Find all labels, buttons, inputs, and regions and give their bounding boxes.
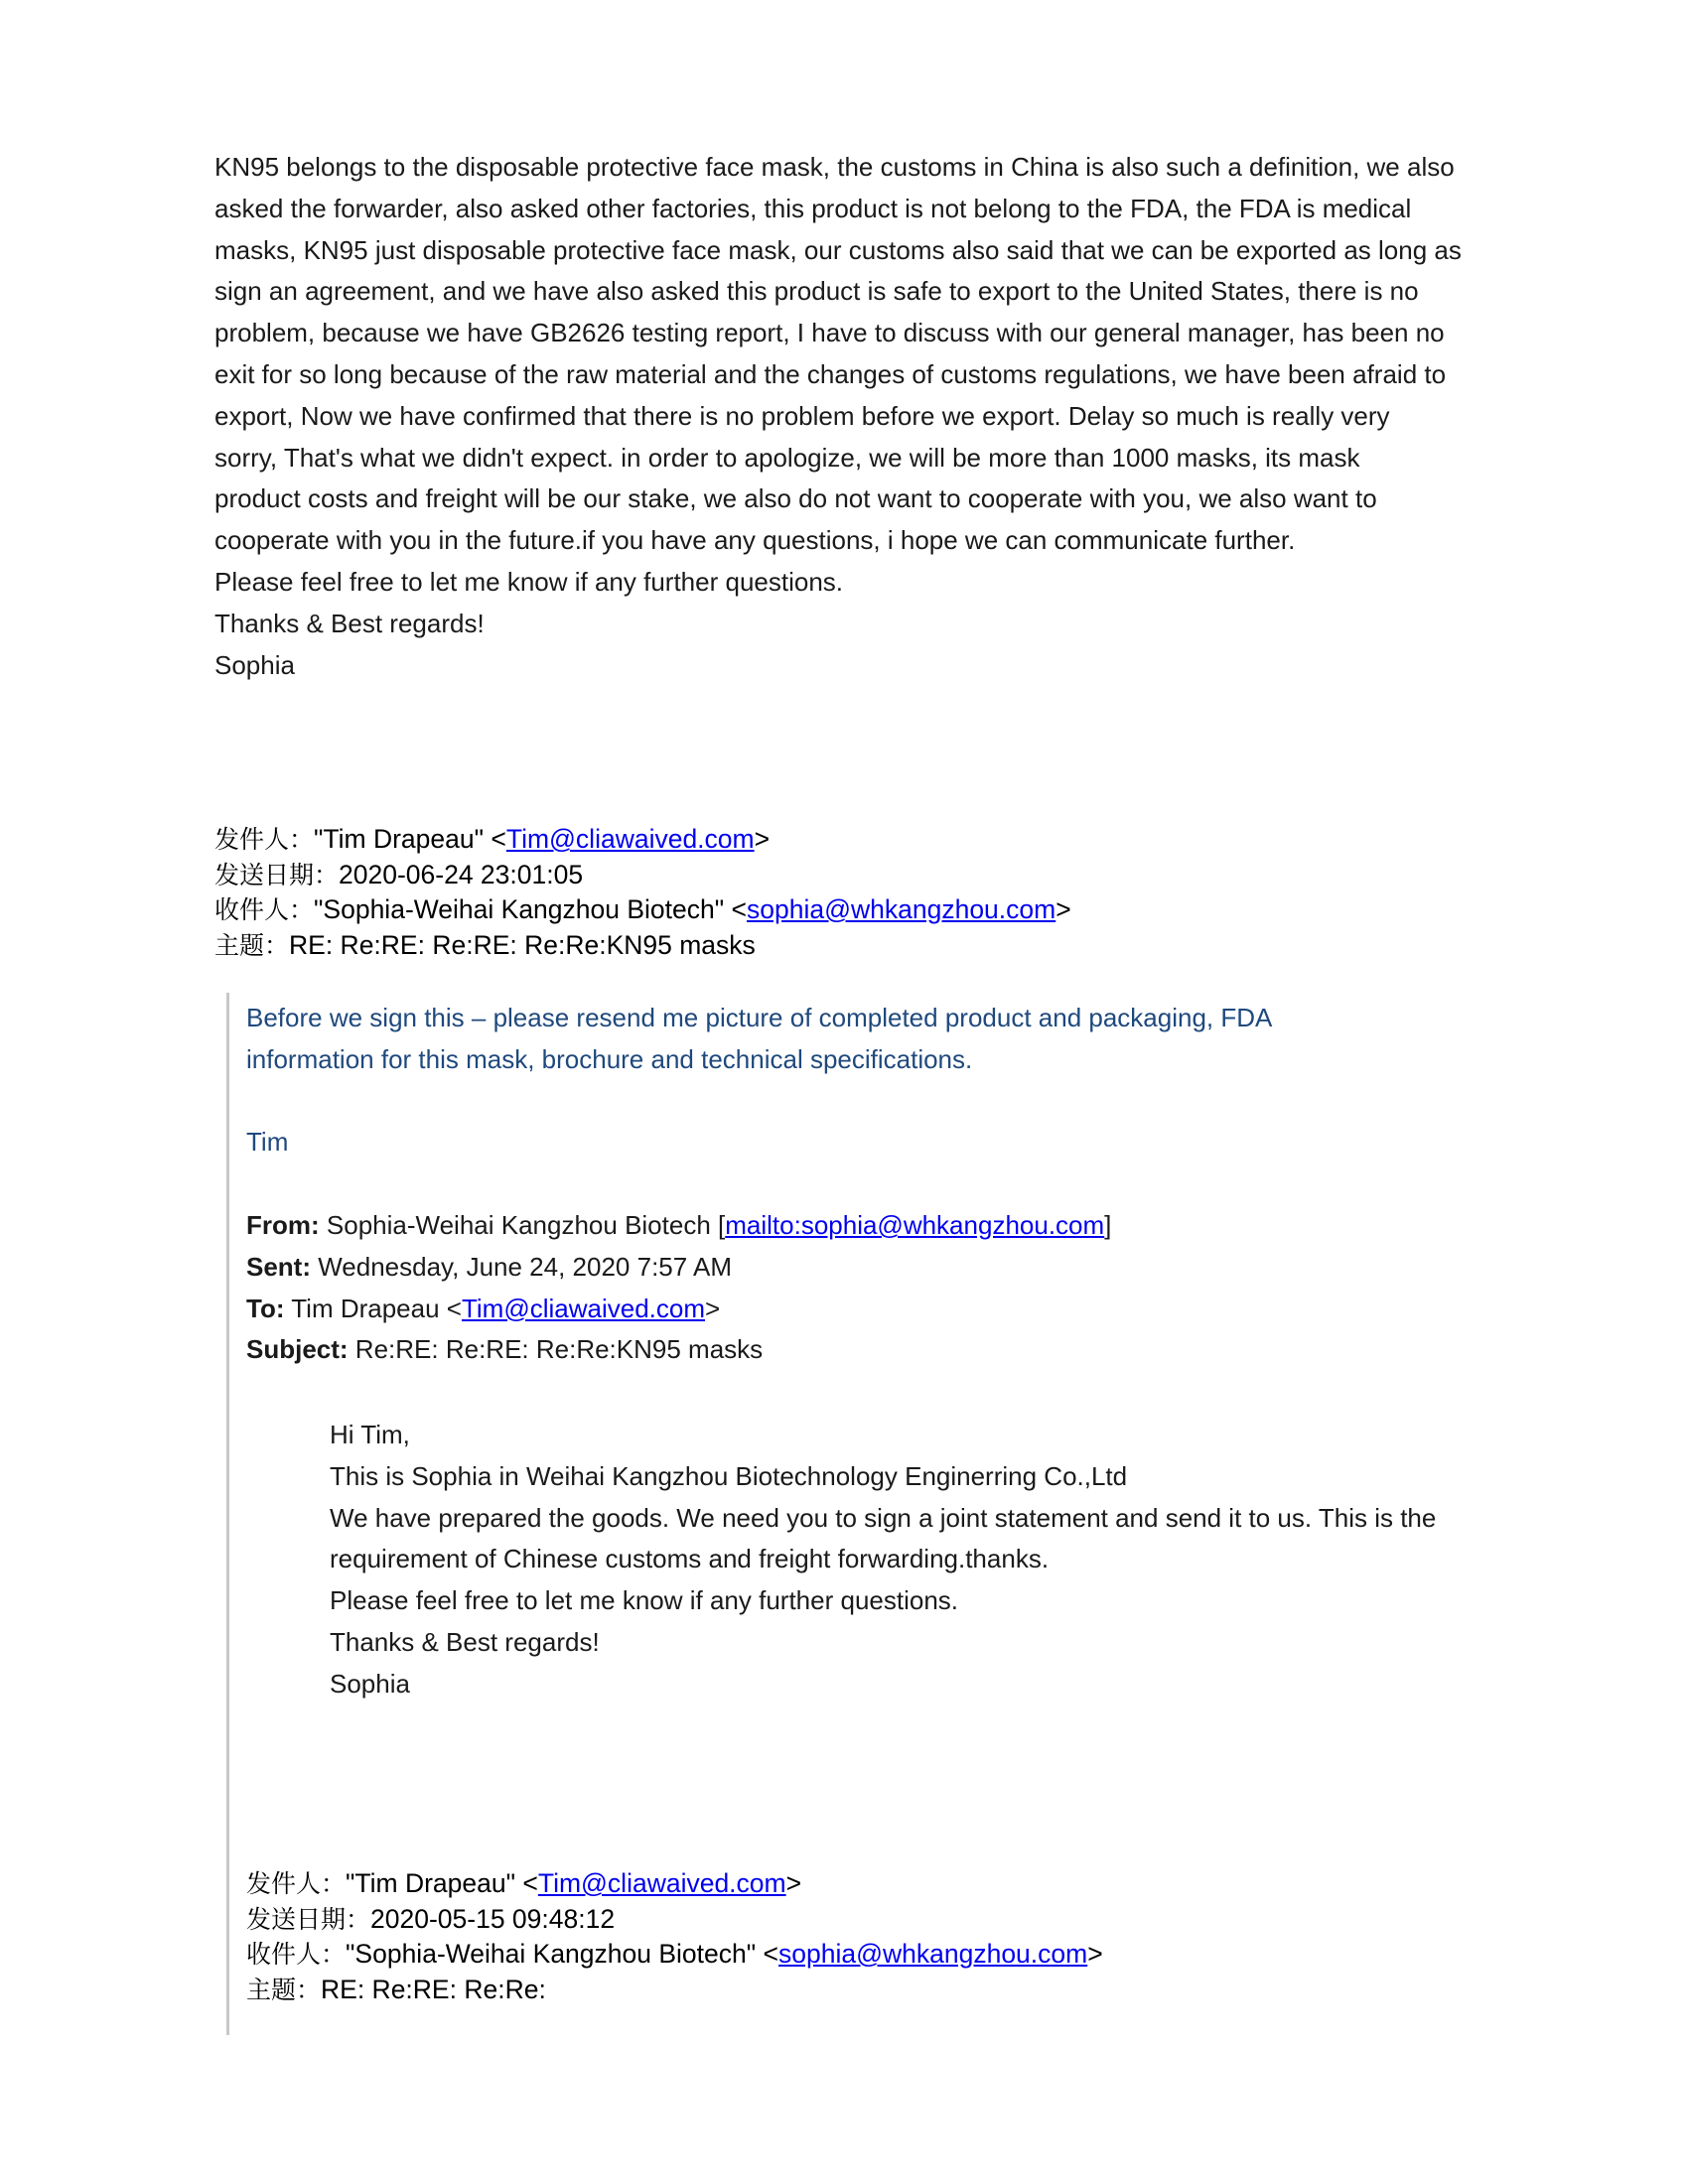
meta-to-close: >	[705, 1293, 721, 1323]
subject-value: RE: Re:RE: Re:Re:	[321, 1974, 546, 2004]
signature: Sophia	[214, 649, 295, 680]
header-date-row	[214, 858, 1071, 893]
reply-line: Before we sign this – please resend me picture of completed product and packaging, FDA	[246, 1003, 1273, 1032]
date-value: 2020-05-15 09:48:12	[370, 1903, 616, 1934]
paragraph-line: KN95 belongs to the disposable protective face mask, the customs in China is also such a definition, we also	[214, 152, 1455, 182]
date-label: 发送日期：	[246, 1904, 371, 1934]
meta-sent-row	[246, 1247, 1497, 1289]
date-label: 发送日期：	[214, 860, 340, 889]
regards-line: Thanks & Best regards!	[330, 1626, 600, 1657]
to-email-link[interactable]: sophia@whkangzhou.com	[778, 1939, 1088, 1969]
to-close: >	[1087, 1939, 1103, 1969]
spacer	[246, 1163, 1497, 1205]
email-header-2	[246, 1866, 1103, 2007]
meta-sent-label: Sent:	[246, 1251, 311, 1282]
quoted-reply	[246, 998, 1497, 1371]
regards-line: Thanks & Best regards!	[214, 608, 485, 638]
meta-subject-row	[246, 1329, 1497, 1371]
paragraph-line: product costs and freight will be our stake, we also do not want to cooperate with you, we also want to	[214, 483, 1377, 514]
paragraph-line: problem, because we have GB2626 testing report, I have to discuss with our general manager, has been no	[214, 318, 1445, 348]
email-body-top	[214, 147, 1505, 686]
meta-from-label: From:	[246, 1209, 320, 1240]
paragraph-line: sign an agreement, and we have also asked this product is safe to export to the United States, there is no	[214, 276, 1419, 307]
from-close: >	[754, 824, 771, 854]
paragraph-line: cooperate with you in the future.if you have any questions, i hope we can communicate further.	[214, 525, 1296, 556]
paragraph-line: export, Now we have confirmed that there is no problem before we export. Delay so much is really very	[214, 400, 1390, 431]
signature: Sophia	[330, 1668, 410, 1699]
main-paragraph	[214, 147, 1505, 562]
header-date-row	[246, 1902, 1103, 1938]
inner-line: We have prepared the goods. We need you to sign a joint statement and send it to us. This is the	[330, 1502, 1437, 1533]
to-email-link[interactable]: sophia@whkangzhou.com	[747, 894, 1056, 924]
meta-from-row	[246, 1205, 1497, 1247]
meta-from-value: Sophia-Weihai Kangzhou Biotech [	[319, 1209, 726, 1240]
header-to-row	[214, 892, 1071, 928]
inner-line: Please feel free to let me know if any further questions.	[330, 1585, 959, 1616]
to-name: "Sophia-Weihai Kangzhou Biotech" <	[314, 894, 747, 924]
quoted-meta	[246, 1205, 1497, 1371]
header-subject-row	[246, 1973, 1103, 2008]
meta-to-link[interactable]: Tim@cliawaived.com	[461, 1293, 706, 1323]
to-close: >	[1055, 894, 1071, 924]
paragraph-line: exit for so long because of the raw material and the changes of customs regulations, we have been afraid to	[214, 358, 1447, 389]
meta-subject-label: Subject:	[246, 1334, 349, 1365]
reply-line: information for this mask, brochure and technical specifications.	[246, 1043, 973, 1074]
inner-message	[330, 1415, 1501, 1706]
paragraph-line: masks, KN95 just disposable protective face mask, our customs also said that we can be exported as long as	[214, 234, 1462, 265]
meta-sent-value: Wednesday, June 24, 2020 7:57 AM	[311, 1251, 732, 1282]
from-email-link[interactable]: Tim@cliawaived.com	[505, 824, 755, 854]
from-name: "Tim Drapeau" <	[314, 824, 506, 854]
header-to-row	[246, 1937, 1103, 1973]
greeting: Hi Tim,	[330, 1420, 410, 1449]
paragraph-line: sorry, That's what we didn't expect. in order to apologize, we will be more than 1000 masks, its mask	[214, 442, 1360, 473]
to-label: 收件人：	[246, 1940, 347, 1969]
date-value: 2020-06-24 23:01:05	[339, 859, 584, 889]
spacer	[246, 1081, 1497, 1123]
quote-bar	[226, 993, 229, 2035]
from-label: 发件人：	[214, 825, 315, 854]
meta-from-link[interactable]: mailto:sophia@whkangzhou.com	[725, 1209, 1105, 1240]
meta-subject-value: Re:RE: Re:RE: Re:Re:KN95 masks	[348, 1334, 764, 1365]
to-name: "Sophia-Weihai Kangzhou Biotech" <	[346, 1939, 778, 1969]
meta-to-value: Tim Drapeau <	[284, 1293, 462, 1323]
header-subject-row	[214, 928, 1071, 964]
subject-label: 主题：	[246, 1975, 322, 2004]
inner-line: This is Sophia in Weihai Kangzhou Biotechnology Enginerring Co.,Ltd	[330, 1460, 1128, 1491]
meta-from-close: ]	[1104, 1209, 1112, 1240]
header-from-row	[246, 1866, 1103, 1902]
from-label: 发件人：	[246, 1869, 347, 1898]
meta-to-row	[246, 1289, 1497, 1330]
subject-label: 主题：	[214, 930, 290, 960]
email-header-1	[214, 822, 1071, 963]
from-email-link[interactable]: Tim@cliawaived.com	[537, 1868, 786, 1898]
header-from-row	[214, 822, 1071, 858]
inner-line: requirement of Chinese customs and freight forwarding.thanks.	[330, 1544, 1050, 1574]
to-label: 收件人：	[214, 895, 315, 924]
subject-value: RE: Re:RE: Re:RE: Re:Re:KN95 masks	[289, 929, 756, 960]
paragraph-line: asked the forwarder, also asked other factories, this product is not belong to the FDA, the FDA is medical	[214, 193, 1412, 223]
from-close: >	[785, 1868, 802, 1898]
closing-line: Please feel free to let me know if any further questions.	[214, 566, 844, 597]
meta-to-label: To:	[246, 1293, 285, 1323]
reply-signature: Tim	[246, 1127, 289, 1158]
from-name: "Tim Drapeau" <	[346, 1868, 538, 1898]
